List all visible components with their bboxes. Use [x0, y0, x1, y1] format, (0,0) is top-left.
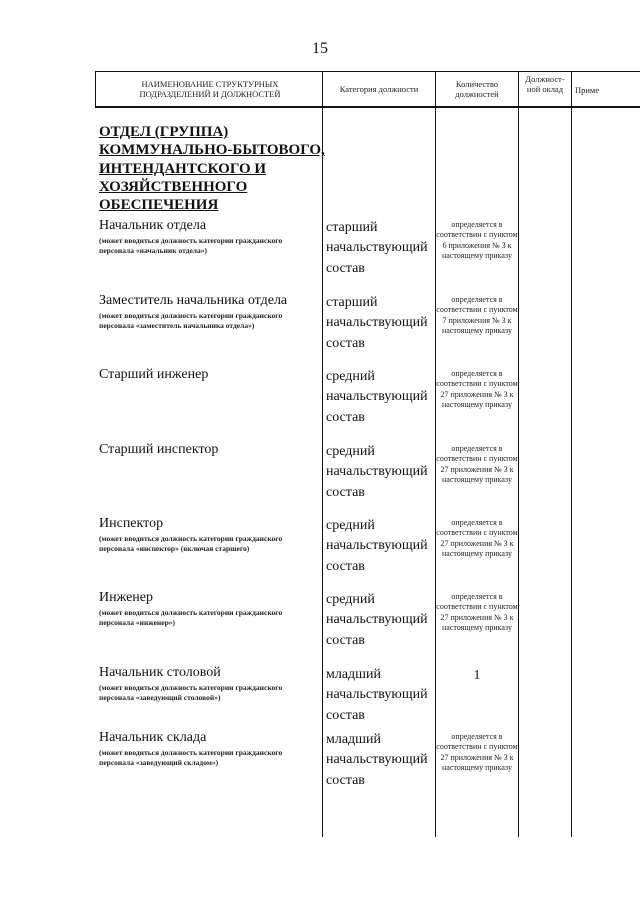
position-note: (может вводиться должность категории гражданского персонала «инспектор» (включая старшего) — [99, 534, 283, 553]
position-note: (может вводиться должность категории гражданского персонала «начальник отдела») — [99, 236, 283, 255]
column-divider-quantity — [518, 71, 519, 837]
column-divider-left — [95, 71, 96, 108]
position-quantity: определяется в соответствии с пунктом 7 приложения № 3 к настоящему приказу — [436, 295, 518, 336]
position-quantity: 1 — [473, 668, 481, 683]
position-quantity: определяется в соответствии с пунктом 27 приложения № 3 к настоящему приказу — [436, 592, 518, 633]
section-title: ОТДЕЛ (ГРУППА) КОММУНАЛЬНО-БЫТОВОГО, ИНТЕНДАНТСКОГО И ХОЗЯЙСТВЕННОГО ОБЕСПЕЧЕНИЯ — [99, 124, 325, 214]
position-category: средний начальствующий состав — [326, 369, 428, 425]
header-category-column: Категория должности — [339, 84, 419, 94]
header-note-column: Приме — [575, 86, 600, 95]
position-category: младший начальствующий состав — [326, 667, 428, 723]
position-quantity: определяется в соответствии с пунктом 27 приложения № 3 к настоящему приказу — [436, 369, 518, 410]
table-top-border — [95, 71, 640, 72]
header-name-column: НАИМЕНОВАНИЕ СТРУКТУРНЫХ ПОДРАЗДЕЛЕНИЙ И ДОЛЖНОСТЕЙ — [139, 79, 281, 99]
position-quantity: определяется в соответствии с пунктом 27 приложения № 3 к настоящему приказу — [436, 518, 518, 559]
position-name: Старший инспектор — [99, 442, 219, 457]
position-name: Начальник столовой — [99, 665, 221, 680]
position-name: Инспектор — [99, 516, 164, 531]
position-category: средний начальствующий состав — [326, 518, 428, 574]
position-category: старший начальствующий состав — [326, 220, 428, 276]
position-category: средний начальствующий состав — [326, 444, 428, 500]
position-name: Заместитель начальника отдела — [99, 293, 288, 308]
header-salary-column: Должност-ной оклад — [525, 74, 565, 94]
position-name: Инженер — [99, 590, 154, 605]
header-bottom-border — [95, 106, 640, 108]
position-name: Начальник отдела — [99, 218, 207, 233]
position-name: Старший инженер — [99, 367, 209, 382]
position-quantity: определяется в соответствии с пунктом 27 приложения № 3 к настоящему приказу — [436, 732, 518, 773]
position-note: (может вводиться должность категории гражданского персонала «инженер») — [99, 608, 283, 627]
position-quantity: определяется в соответствии с пунктом 6 приложения № 3 к настоящему приказу — [436, 220, 518, 261]
page-number: 15 — [312, 40, 328, 57]
position-category: младший начальствующий состав — [326, 732, 428, 788]
position-note: (может вводиться должность категории гражданского персонала «заместитель начальника отдела») — [99, 311, 283, 330]
header-quantity-column: Количество должностей — [455, 79, 499, 99]
position-note: (может вводиться должность категории гражданского персонала «заведующий столовой») — [99, 683, 283, 702]
column-divider-salary — [571, 71, 572, 837]
position-category: старший начальствующий состав — [326, 295, 428, 351]
position-quantity: определяется в соответствии с пунктом 27 приложения № 3 к настоящему приказу — [436, 444, 518, 485]
position-name: Начальник склада — [99, 730, 207, 745]
position-category: средний начальствующий состав — [326, 592, 428, 648]
position-note: (может вводиться должность категории гражданского персонала «заведующий складом») — [99, 748, 283, 767]
